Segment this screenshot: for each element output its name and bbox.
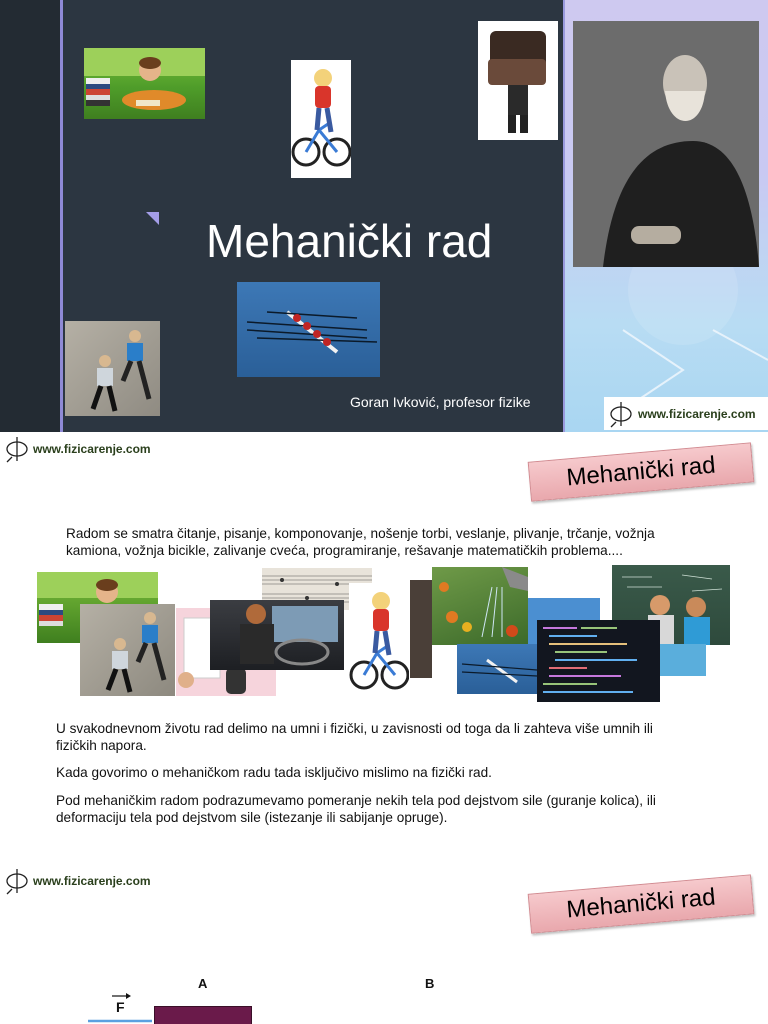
person-carrying-bags-photo — [410, 580, 432, 678]
section-title: Mehanički rad — [565, 451, 717, 492]
boy-on-bicycle-photo — [349, 583, 409, 701]
boy-on-bicycle-photo — [291, 60, 351, 178]
label-b: B — [425, 976, 435, 991]
scientist-portrait-photo — [573, 21, 759, 267]
section-title: Mehanički rad — [565, 883, 717, 924]
logo-text: www.fizicarenje.com — [33, 874, 151, 888]
block-body — [154, 1006, 252, 1024]
programming-code-photo — [537, 620, 660, 702]
atom-logo-icon — [4, 434, 30, 464]
label-a: A — [198, 976, 208, 991]
section-title-box — [528, 874, 755, 933]
right-divider — [563, 0, 565, 432]
atom-logo-icon — [608, 400, 634, 428]
rowing-crew-photo — [457, 644, 539, 694]
intro-text: Radom se smatra čitanje, pisanje, komponovanje, nošenje torbi, veslanje, plivanje, trčanje, vožnja kamiona, vožnja bicikle, zalivanje cveća, programiranje, rešavanje matematičkih problema.... — [66, 526, 655, 558]
people-running-photo — [65, 321, 160, 416]
rowing-crew-photo — [237, 282, 380, 377]
logo-text: www.fizicarenje.com — [33, 442, 151, 456]
slide-sidebar — [0, 0, 60, 432]
force-label: F — [116, 999, 125, 1015]
force-arrow-icon — [88, 1016, 156, 1024]
boy-reading-photo — [84, 48, 205, 119]
logo-text: www.fizicarenje.com — [638, 406, 756, 421]
title-slide — [0, 0, 768, 432]
section-title-box — [528, 442, 755, 501]
site-logo — [4, 866, 151, 896]
paragraph-physical-work: Kada govorimo o mehaničkom radu tada isključivo mislimo na fizički rad. — [56, 765, 492, 780]
person-carrying-bags-photo — [478, 21, 558, 140]
site-logo — [604, 397, 768, 430]
swimming-pool-photo — [660, 644, 706, 676]
atom-logo-icon — [4, 866, 30, 896]
corner-triangle-icon — [146, 212, 159, 225]
accent-line — [60, 0, 63, 432]
paragraph-definition: Pod mehaničkim radom podrazumevamo pomeranje nekih tela pod dejstvom sile (guranje kolica), ili deformaciju tela pod dejstvom sile (istezanje ili sabijanje opruge). — [56, 793, 656, 825]
slide-title: Mehanički rad — [206, 215, 493, 267]
author-name: Goran Ivković, profesor fizike — [350, 394, 531, 410]
truck-driver-photo — [210, 600, 344, 670]
paragraph-mental-physical: U svakodnevnom životu rad delimo na umni i fizički, u zavisnosti od toga da li zahteva više umnih ili fizičkih napora. — [56, 721, 653, 753]
site-logo — [4, 434, 151, 464]
watering-flowers-photo — [432, 567, 528, 645]
people-running-photo — [80, 604, 175, 696]
